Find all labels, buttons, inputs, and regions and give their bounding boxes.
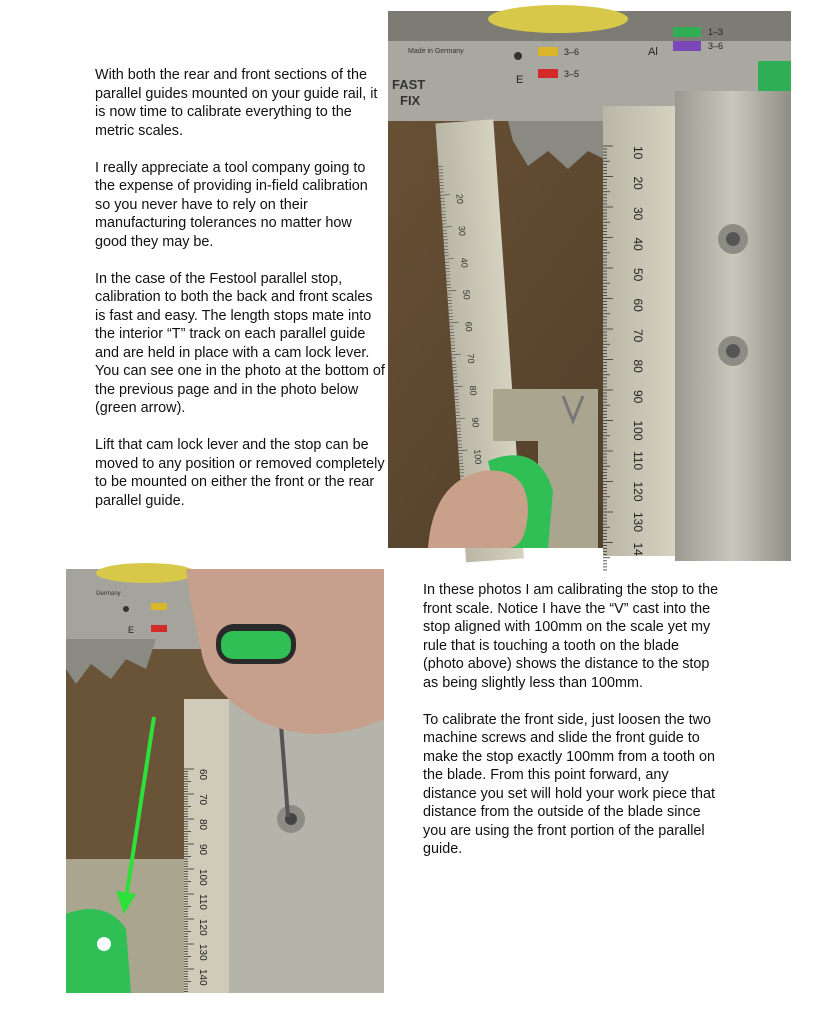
photo-stop-and-rule <box>388 11 791 556</box>
rule-number: 40 <box>458 257 470 269</box>
scale-number: 10 <box>631 146 645 160</box>
made-in-label: Germany <box>96 591 121 597</box>
scale-number: 50 <box>631 268 645 282</box>
left-text-column <box>95 66 385 510</box>
rule-number: 50 <box>461 289 472 301</box>
rule-number: 30 <box>456 225 468 237</box>
scale-number: 120 <box>197 919 208 936</box>
scale-number: 110 <box>197 894 208 910</box>
scale-number: 110 <box>631 451 645 471</box>
scale-number: 70 <box>197 794 208 806</box>
paragraph: Lift that cam lock lever and the stop can be moved to any position or removed completely to be mounted on either the front or the rear parallel guide. <box>95 437 385 509</box>
al-label: Al <box>648 46 658 58</box>
scale-number: 80 <box>197 819 208 831</box>
brand-text: FIX <box>400 93 421 108</box>
yellow-swatch <box>538 47 558 56</box>
e-label: E <box>516 74 524 86</box>
parallel-guide <box>675 91 791 561</box>
scale-number: 140 <box>197 969 208 986</box>
scale-number: 90 <box>631 390 645 404</box>
rule-number: 20 <box>454 193 466 205</box>
paragraph: In the case of the Festool parallel stop, calibration to both the back and front scales is fast and easy. The length stops mate into the interior “T” track on each parallel guide and are held in place with a cam lock lever. You can see one in the photo at the bottom of the previous page and in the photo below (green arrow). <box>95 270 385 416</box>
scale-number: 70 <box>631 329 645 343</box>
photo-adjusting-screws <box>66 569 384 993</box>
scale-number: 60 <box>631 298 645 312</box>
made-in-label: Made in Germany <box>408 48 464 55</box>
scale-number: 130 <box>631 512 645 533</box>
range-label: 3–6 <box>708 41 724 51</box>
rule-number: 70 <box>465 353 477 364</box>
scale-number: 60 <box>197 769 208 781</box>
scale-number: 90 <box>197 844 208 856</box>
rule-number: 100 <box>472 448 484 465</box>
rule-number: 60 <box>463 321 475 332</box>
scale-number: 14 <box>631 542 645 556</box>
range-label: 1–3 <box>708 27 724 37</box>
paragraph: In these photos I am calibrating the stop to the front scale. Notice I have the “V” cast into the stop aligned with 100mm on the scale yet my rule that is touching a tooth on the blade (photo above) shows the distance to the stop as being slightly less than 100mm. <box>423 582 719 691</box>
scale-number: 30 <box>631 207 645 221</box>
scale-number: 120 <box>631 481 645 502</box>
scale-number: 100 <box>631 420 645 441</box>
rule-number: 80 <box>467 385 479 396</box>
range-label: 3–6 <box>564 47 580 57</box>
paragraph: I really appreciate a tool company going to the expense of providing in-field calibration so you never have to rely on their manufacturing tolerances no matter how good they may be. <box>95 159 368 250</box>
paragraph: To calibrate the front side, just loosen the two machine screws and slide the front guide to make the stop exactly 100mm from a tooth on the blade. From this point forward, any distance you set will hold your work piece that distance from the outside of the blade since you are using the front portion of the parallel guide. <box>423 711 715 857</box>
purple-swatch <box>673 41 701 51</box>
scale-number: 100 <box>197 869 208 886</box>
green-swatch <box>673 27 701 37</box>
brand-text: FAST <box>392 77 426 92</box>
range-label: 3–5 <box>564 69 580 79</box>
rule-number: 90 <box>470 417 481 428</box>
paragraph: With both the rear and front sections of the parallel guides mounted on your guide rail, it is now time to calibrate everything to the metric scales. <box>95 67 378 139</box>
scale-number: 20 <box>631 176 645 190</box>
e-label: E <box>128 625 135 635</box>
right-text-column <box>423 581 723 859</box>
red-swatch <box>538 69 558 78</box>
scale-number: 130 <box>197 944 208 961</box>
scale-number: 80 <box>631 359 645 373</box>
scale-number: 40 <box>631 237 645 251</box>
